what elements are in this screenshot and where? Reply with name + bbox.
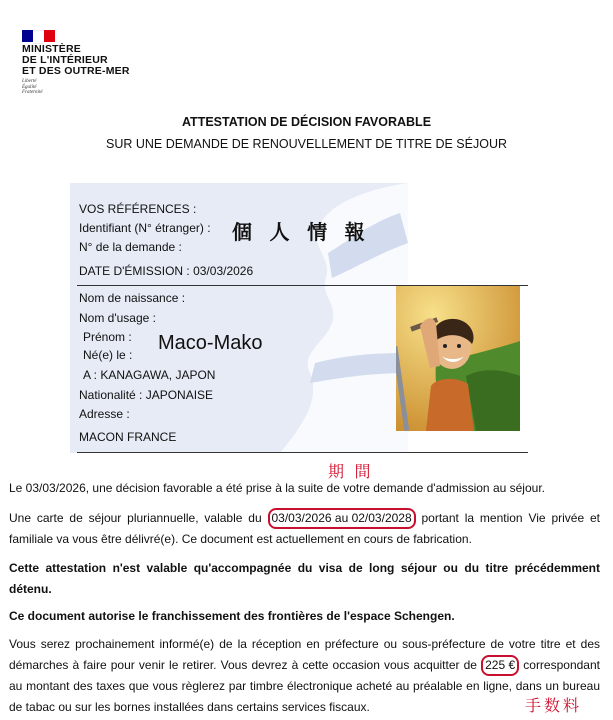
motto-line: Égalité <box>22 84 37 90</box>
french-flag-logo <box>22 30 55 42</box>
birth-name-label: Nom de naissance : <box>79 291 186 305</box>
document-subtitle: SUR UNE DEMANDE DE RENOUVELLEMENT DE TITRE DE SÉJOUR <box>106 137 507 151</box>
flag-white-stripe <box>33 30 44 44</box>
references-heading: VOS RÉFÉRENCES : <box>79 202 197 216</box>
divider-bottom <box>77 452 528 453</box>
cartoon-avatar-icon <box>396 286 520 431</box>
fee-text-after: correspondant au montant des taxes que vous règlerez par timbre électronique acheté au préalable en ligne, dans un bureau de tabac ou sur les bornes installées dans certains services fiscaux. <box>9 658 600 714</box>
nationality: Nationalité : JAPONAISE <box>79 388 214 402</box>
id-photo <box>396 286 520 431</box>
birth-place: A : KANAGAWA, JAPON <box>83 368 216 382</box>
flag-red-stripe <box>44 30 55 42</box>
fee-amount-highlight: 225 € <box>481 655 519 676</box>
ministry-name <box>22 44 130 77</box>
flag-blue-stripe <box>22 30 33 42</box>
demande-label: N° de la demande : <box>79 240 182 254</box>
address-city: MACON FRANCE <box>79 430 177 444</box>
card-paragraph <box>9 508 600 550</box>
motto-line: Fraternité <box>22 90 43 95</box>
card-text-before: Une carte de séjour pluriannuelle, valable du <box>9 511 268 525</box>
first-name-label: Prénom : <box>83 330 132 344</box>
card-text-after: portant la mention Vie privée et familiale va vous être délivré(e). Ce document est actuellement en cours de fabrication. <box>9 511 600 546</box>
ministry-line: MINISTÈRE <box>22 43 81 55</box>
schengen-notice: Ce document autorise le franchissement des frontières de l'espace Schengen. <box>9 609 455 623</box>
birth-date-label: Né(e) le : <box>83 348 133 362</box>
ministry-line: DE L'INTÉRIEUR <box>22 54 108 66</box>
decision-paragraph: Le 03/03/2026, une décision favorable a été prise à la suite de votre demande d'admission au séjour. <box>9 481 545 495</box>
validity-period-highlight: 03/03/2026 au 02/03/2028 <box>268 508 416 529</box>
usage-name-label: Nom d'usage : <box>79 311 156 325</box>
period-annotation: 期 間 <box>328 464 374 481</box>
validity-notice: Cette attestation n'est valable qu'accompagnée du visa de long séjour ou du titre précédemment détenu. <box>9 561 600 596</box>
address-label: Adresse : <box>79 407 130 421</box>
fee-annotation: 手数料 <box>525 698 583 715</box>
motto-line: Liberté <box>22 79 37 84</box>
handwritten-name: Maco-Mako <box>158 332 263 354</box>
fee-paragraph <box>9 634 600 718</box>
fee-text-before: Vous serez prochainement informé(e) de la réception en préfecture ou sous-préfecture de votre titre et des démarches à faire pour venir le retirer. Vous devrez à cette occasion vous acquitter de <box>9 637 600 672</box>
emission-date: DATE D'ÉMISSION : 03/03/2026 <box>79 264 254 278</box>
republic-motto <box>22 79 43 96</box>
ministry-line: ET DES OUTRE-MER <box>22 65 130 77</box>
personal-info-annotation: 個 人 情 報 <box>232 222 371 244</box>
document-title: ATTESTATION DE DÉCISION FAVORABLE <box>181 115 432 129</box>
identifiant-label: Identifiant (N° étranger) : <box>79 221 211 235</box>
